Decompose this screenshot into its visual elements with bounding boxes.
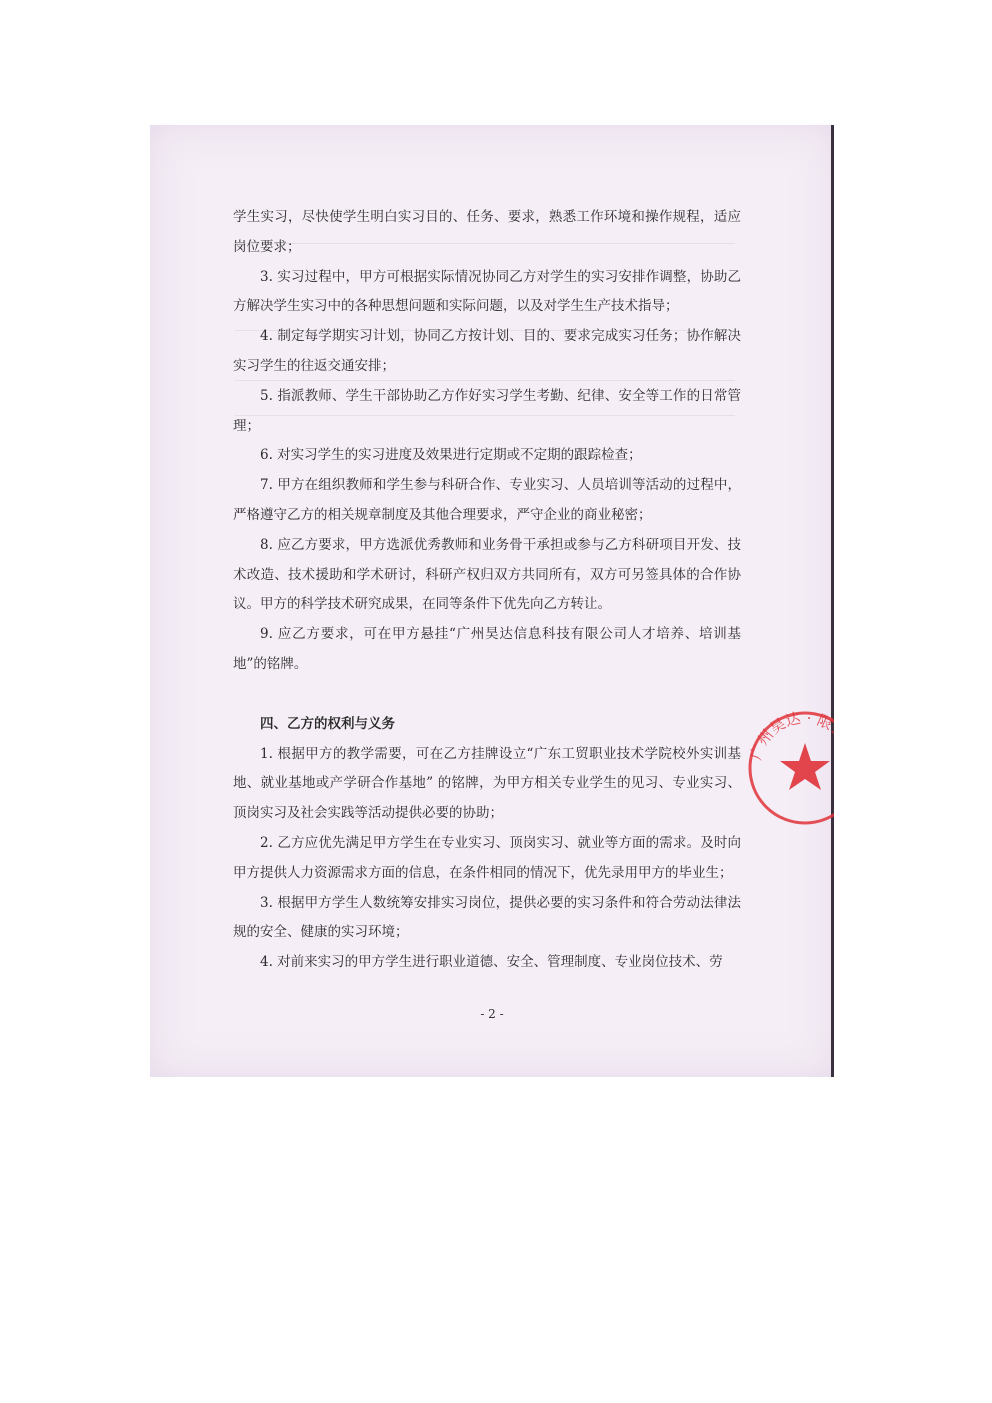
company-seal-stamp xyxy=(740,703,861,833)
svg-text:广州昊达 · 限公司: 广州昊达 · 限公司 xyxy=(746,708,861,763)
paragraph: 5. 指派教师、学生干部协助乙方作好实习学生考勤、纪律、安全等工作的日常管理； xyxy=(233,387,741,434)
paragraph: 1. 根据甲方的教学需要，可在乙方挂牌设立“广东工贸职业技术学院校外实训基地、就业基地或产学研合作基地” 的铭牌，为甲方相关专业学生的见习、专业实习、顶岗实习及社会实践等活动提供必要的协助； xyxy=(233,745,741,822)
seal-star-icon xyxy=(780,743,830,790)
paragraph: 7. 甲方在组织教师和学生参与科研合作、专业实习、人员培训等活动的过程中，严格遵守乙方的相关规章制度及其他合理要求，严守企业的商业秘密； xyxy=(233,477,741,523)
paragraph: 4. 制定每学期实习计划，协同乙方按计划、目的、要求完成实习任务；协作解决实习学生的往返交通安排； xyxy=(233,328,741,374)
document-body xyxy=(233,203,741,978)
page-number: - 2 - xyxy=(480,1007,504,1021)
paragraph: 3. 实习过程中，甲方可根据实际情况协同乙方对学生的实习安排作调整，协助乙方解决学生实习中的各种思想问题和实际问题，以及对学生生产技术指导； xyxy=(233,268,741,315)
paragraph: 8. 应乙方要求，甲方选派优秀教师和业务骨干承担或参与乙方科研项目开发、技术改造、技术援助和学术研讨，科研产权归双方共同所有，双方可另签具体的合作协议。甲方的科学技术研究成果，在同等条件下优先向乙方转让。 xyxy=(233,536,741,613)
section-heading: 四、乙方的权利与义务 xyxy=(260,715,395,732)
paragraph: 6. 对实习学生的实习进度及效果进行定期或不定期的跟踪检查； xyxy=(260,447,642,464)
paragraph: 4. 对前来实习的甲方学生进行职业道德、安全、管理制度、专业岗位技术、劳 xyxy=(260,954,723,971)
paragraph: 2. 乙方应优先满足甲方学生在专业实习、顶岗实习、就业等方面的需求。及时向甲方提供人力资源需求方面的信息，在条件相同的情况下，优先录用甲方的毕业生； xyxy=(233,834,741,881)
paragraph: 9. 应乙方要求，可在甲方悬挂“广州昊达信息科技有限公司人才培养、培训基地”的铭牌。 xyxy=(233,626,741,672)
page-edge xyxy=(831,125,834,1077)
paragraph: 学生实习，尽快使学生明白实习目的、任务、要求，熟悉工作环境和操作规程，适应岗位要求； xyxy=(233,209,741,255)
paragraph: 3. 根据甲方学生人数统筹安排实习岗位，提供必要的实习条件和符合劳动法律法规的安全、健康的实习环境； xyxy=(233,894,741,941)
scanned-page xyxy=(150,125,861,1077)
